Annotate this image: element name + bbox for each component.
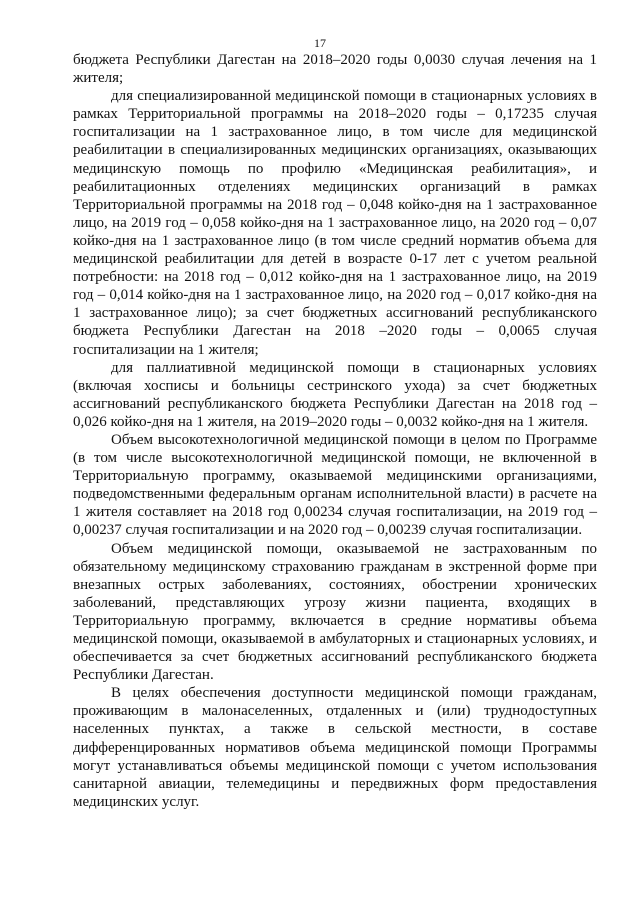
- paragraph-high-tech-care: Объем высокотехнологичной медицинской помощи в целом по Программе (в том числе высокотехнологичной медицинской помощи, не включенной в Территориальную программу, оказываемой медицинскими организациями, подведомственными федеральным органам исполнительной власти) в расчете на 1 жителя составляет на 2018 год 0,00234 случая госпитализации, на 2019 год – 0,00237 случая госпитализации и на 2020 год – 0,00239 случая госпитализации.: [73, 431, 597, 539]
- paragraph-specialized-care: для специализированной медицинской помощи в стационарных условиях в рамках Территориальной программы на 2018–2020 годы – 0,17235 случая госпитализации на 1 застрахованное лицо, в том числе для медицинской реабилитации в специализированных медицинских организациях, оказывающих медицинскую помощь по профилю «Медицинская реабилитация», и реабилитационных отделениях медицинских организаций в рамках Территориальной программы на 2018 год – 0,048 койко-дня на 1 застрахованное лицо, на 2019 год – 0,058 койко-дня на 1 застрахованное лицо, на 2020 год – 0,07 койко-дня на 1 застрахованное лицо (в том числе средний норматив объема для медицинской реабилитации для детей в возрасте 0-17 лет с учетом реальной потребности: на 2018 год – 0,012 койко-дня на 1 застрахованное лицо, на 2019 год – 0,014 койко-дня на 1 застрахованное лицо, на 2020 год – 0,017 койко-дня на 1 застрахованное лицо); за счет бюджетных ассигнований республиканского бюджета Республики Дагестан на 2018 –2020 годы – 0,0065 случая госпитализации на 1 жителя;: [73, 88, 597, 358]
- page-number: 17: [314, 36, 326, 50]
- paragraph-accessibility: В целях обеспечения доступности медицинской помощи гражданам, проживающим в малонаселенных, отдаленных и (или) труднодоступных населенных пунктах, а также в сельской местности, в составе дифференцированных нормативов объема медицинской помощи Программы могут устанавливаться объемы медицинской помощи с учетом использования санитарной авиации, телемедицины и передвижных форм предоставления медицинских услуг.: [73, 685, 597, 810]
- paragraph-palliative-care: для паллиативной медицинской помощи в стационарных условиях (включая хосписы и больницы сестринского ухода) за счет бюджетных ассигнований республиканского бюджета Республики Дагестан на 2018 год – 0,026 койко-дня на 1 жителя, на 2019–2020 годы – 0,0032 койко-дня на 1 жителя.: [73, 359, 597, 430]
- paragraph-budget-treatment: бюджета Республики Дагестан на 2018–2020 годы 0,0030 случая лечения на 1 жителя;: [73, 52, 597, 87]
- paragraph-emergency-uninsured: Объем медицинской помощи, оказываемой не застрахованным по обязательному медицинскому страхованию гражданам в экстренной форме при внезапных острых заболеваниях, состояниях, обострении хронических заболеваний, представляющих угрозу жизни пациента, входящих в Территориальную программу, включается в средние нормативы объема медицинской помощи, оказываемой в амбулаторных и стационарных условиях, и обеспечивается за счет бюджетных ассигнований республиканского бюджета Республики Дагестан.: [73, 540, 597, 684]
- document-body: [73, 51, 597, 811]
